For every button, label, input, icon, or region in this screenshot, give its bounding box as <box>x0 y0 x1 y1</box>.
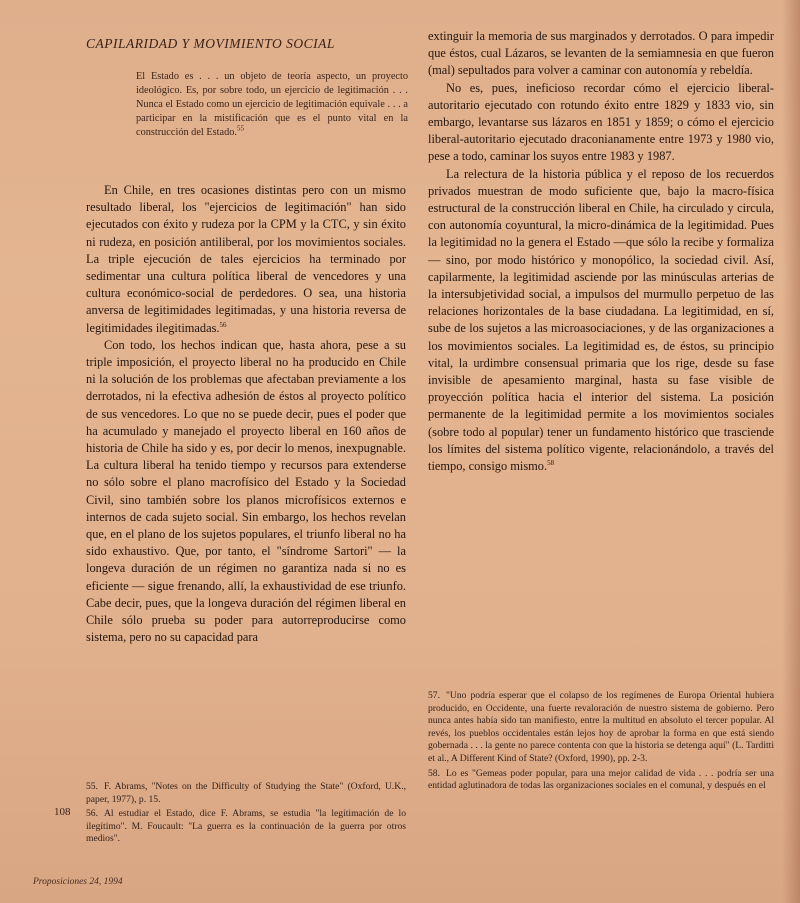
footnote-ref: 58 <box>547 458 555 467</box>
footnote-number: 56. <box>86 808 98 820</box>
running-header: CAPILARIDAD Y MOVIMIENTO SOCIAL <box>86 36 335 51</box>
journal-footer: Proposiciones 24, 1994 <box>33 877 123 887</box>
left-footnotes <box>86 781 406 848</box>
epigraph <box>136 70 408 140</box>
footnote-ref: 56 <box>219 320 227 329</box>
footnote <box>428 690 774 766</box>
paragraph: No es, pues, ineficioso recordar cómo el ejercicio liberal-autoritario ejecutado con rotundo éxito entre 1829 y 1833 vio, sin embargo, levantarse sus lázaros en 1851 y 1859; o cómo el ejercicio liberal-autoritario ejecutado draconianamente entre 1973 y 1980 vio, pese a todo, caminar los suyos entre 1983 y 1987. <box>428 80 774 164</box>
page-number: 108 <box>54 806 71 818</box>
left-body <box>86 182 406 646</box>
paragraph <box>86 182 406 337</box>
paragraph-text: La relectura de la historia pública y el reposo de los recuerdos privados muestran de modo suficiente que, bajo la macro-física estructural de la construcción liberal en Chile, ha circulado y circula, con autonomía coyuntural, la micro-dinámica de la legitimidad. Pues la legitimidad no la genera el Estado —que sólo la recibe y formaliza— sino, por modo histórico y monopólico, la sociedad civil. Así, capilarmente, la legitimidad asciende por las minúsculas arterias de la intersubjetividad social, a impulsos del murmullo perpetuo de las relaciones horizontales de la base ciudadana. La legitimidad, en sí, sube de los sujetos a las microasociaciones, y de las organizaciones a los movimientos sociales. La legitimidad es, de éstos, su principio vital, la urdimbre consensual primaria que los rige, desde su fase invisible de apesamiento marginal, hasta su fase visible de proyección política hacia el interior del sistema. La posición permanente de la legitimidad permite a los movimientos sociales (sobre todo al popular) tener un fundamento histórico que trasciende los límites del sistema político vigente, relacionándolo, a través del tiempo, consigo mismo. <box>428 166 774 474</box>
paragraph: Con todo, los hechos indican que, hasta ahora, pese a su triple imposición, el proyecto liberal no ha producido en Chile ni la solución de los problemas que afectaban previamente a los derrotados, ni la efectiva adhesión de éstos al proyecto político de sus vencedores. Lo que no se puede decir, pues el poder que ha acumulado y manejado el proyecto liberal en 160 años de historia de Chile ha sido y es, por decir lo menos, inexpugnable. La cultura liberal ha tenido tiempo y recursos para extenderse no sólo sobre el plano macrofísico del Estado y la Sociedad Civil, sino también sobre los planos microfísicos externos e internos de cada sujeto social. Sin embargo, los hechos revelan que, en el plano de los sujetos populares, el triunfo liberal no ha sido exhaustivo. Que, por tanto, el "síndrome Sartori" — la longeva duración de un régimen no garantiza nada si no es eficiente — sigue frenando, allí, la exhaustividad de ese triunfo. Cabe decir, pues, que la longeva duración del régimen liberal en Chile sólo prueba su poder para autorreproducirse como sistema, pero no su capacidad para <box>86 337 406 645</box>
paragraph: extinguir la memoria de sus marginados y derrotados. O para impedir que éstos, cual Lázaros, se levanten de la semiamnesia en que fueron (mal) sepultados para volver a caminar con autonomía y rebeldía. <box>428 29 774 78</box>
footnote-text: Al estudiar el Estado, dice F. Abrams, se estudia "la legitimación de lo ilegítimo". M. Foucault: "La guerra es la continuación de la guerra por otros medios". <box>86 808 406 845</box>
footnote-number: 57. <box>428 690 440 701</box>
footnote-text: F. Abrams, "Notes on the Difficulty of Studying the State" (Oxford, U.K., paper, 1977), p. 15. <box>86 781 406 805</box>
footnote <box>86 781 406 806</box>
footnote-ref: 55 <box>236 124 244 133</box>
footnote <box>428 768 774 793</box>
footnote-text: Lo es "Gemeas poder popular, para una mejor calidad de vida . . . podría ser una entidad aglutinadora de todas las organizaciones sociales en el comunal, y después en el <box>428 767 774 792</box>
footnote-number: 58. <box>428 767 440 779</box>
paragraph-text: En Chile, en tres ocasiones distintas pero con un mismo resultado liberal, los "ejercicios de legitimación" han sido ejecutados con éxito y rudeza por la CPM y la CTC, y sin éxito ni rudeza, en posición antiliberal, por los movimientos sociales. La triple ejecución de tales ejercicios ha terminado por sedimentar una cultura política liberal de vencedores y una cultura económico-social de perdedores. O sea, una historia anversa de legitimidades legitimadas, y una historia reversa de legitimidades ilegitimadas. <box>86 183 406 335</box>
paragraph <box>428 166 774 476</box>
footnote-number: 55. <box>86 781 98 792</box>
right-footnotes <box>428 690 774 795</box>
footnote <box>86 808 406 846</box>
epigraph-text: El Estado es . . . un objeto de teoría aspecto, un proyecto ideológico. Es, por sobre todo, un ejercicio de legitimación . . . Nunca el Estado como un ejercicio de legitimación equivale . . . a participar en la mistificación que es el punto vital en la construcción del Estado. <box>136 71 408 138</box>
footnote-text: "Uno podría esperar que el colapso de los regímenes de Europa Oriental hubiera producido, en Occidente, una fuerte revaloración de nuestro sistema de gobierno. Pero nunca antes había sido tan manifiesto, entre la multitud en absoluto el tercer popular. Al revés, los pueblos occidentales están lejos hoy de aprobar la forma en que está siendo gobernada . . . la gente no parece contenta con que la historia se detenga aquí" (L. Tarditti et al., A Different Kind of State? (Oxford, 1990), pp. 2-3. <box>428 690 774 764</box>
right-body <box>428 28 774 475</box>
